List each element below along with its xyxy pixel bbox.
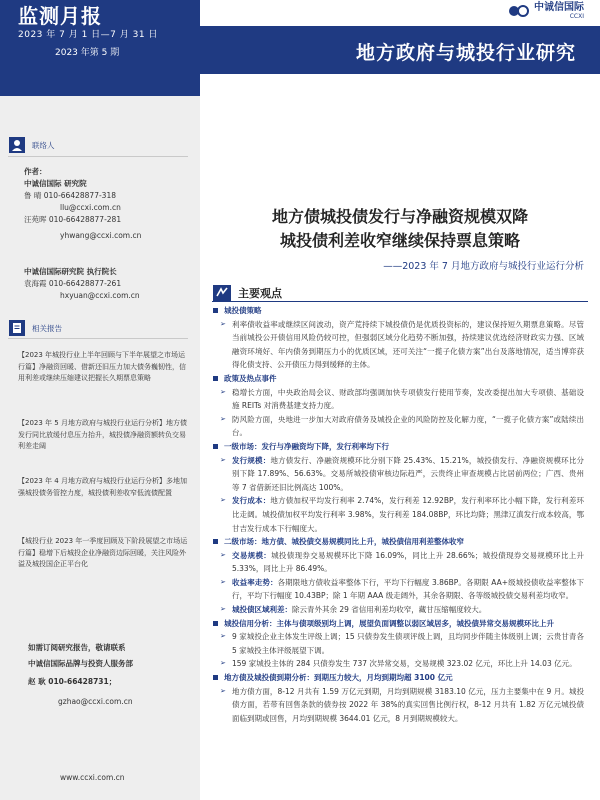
key-points-label: 主要观点 <box>238 287 282 300</box>
paragraph: ➢ 159 家城投主体的 284 只债券发生 737 次异常交易，交易规模 323.02 亿元，环比上升 14.03 亿元。 <box>212 657 590 671</box>
related-report[interactable]: 【城投行业 2023 年一季度回顾及下阶段展望之市场运行篇】稳增下后城投企业净融资边际回暖，关注风险外溢及城投国企正平台化 <box>18 537 188 568</box>
dept-research: 中诚信国际 研究院 <box>24 179 87 188</box>
paragraph: ➢ 利率债收益率或继续区间波动，资产荒持续下城投债仍是优质投资标的，建议保持短久期票息策略。尽管当前城投公开债信用风险仍较可控，但强弱区域分化趋势不断加强，持续建议优选经济财政实力强、区域融资环境好、年内债务到期压力小的优质区域，还可关注“一揽子化债方案”出台及落地情况，适当博弈获得化债支持、公开债压力得到缓释的主体。 <box>212 318 590 372</box>
related-heading <box>8 319 62 337</box>
related-report[interactable]: 【2023 年 5 月地方政府与城投行业运行分析】地方债发行同比放缓付息压力抬升，城投债净融资额转负交易利差走阔 <box>18 419 187 450</box>
logo-name: 中诚信国际 <box>534 1 584 13</box>
contact-line: 袁海霞 010-66428877-261 <box>24 279 122 288</box>
footer-subscribe: 如需订阅研究报告，敬请联系 <box>28 643 126 652</box>
divider <box>8 338 188 339</box>
band-title: 地方政府与城投行业研究 <box>355 42 576 64</box>
report-type-title: 监测月报 <box>18 4 102 28</box>
paragraph-text: 地方债加权平均发行利率 2.74%，发行利差 12.92BP，发行利率环比小幅下降，发行利差环比走阔。城投债加权平均发行利率 3.98%，发行利差 184.08BP，环比均降；黑津辽滇发行成本较高，鄂甘吉发行成本下行幅度大。 <box>232 496 585 533</box>
paragraph-text: 地方债发行、净融资规模环比分别下降 25.43%、15.21%，城投债发行、净融资规模环比分别下降 17.89%、56.63%。交易所城投债审核边际趋严，云贵终止审查规模占比居前两位；广西、贵州等 7 省借新还旧比例高达 100%。 <box>232 455 585 492</box>
section-heading: 一级市场：发行与净融资均下降，发行利率均下行 <box>212 440 590 454</box>
paragraph <box>212 494 590 535</box>
paragraph: ➢ 稳增长方面，中央政治局会议、财政部均强调加快专项债发行使用节奏，发改委提出加大专项债、基础设施 REITs 对消费基建支持力度。 <box>212 386 590 413</box>
key-points-icon <box>212 284 232 302</box>
section-heading: 二级市场：地方债、城投债交易规模同比上升，城投债信用利差整体收窄 <box>212 535 590 549</box>
sidebar <box>0 96 200 800</box>
paragraph <box>212 454 590 495</box>
contact-heading <box>8 136 55 154</box>
company-logo <box>508 0 584 22</box>
contact-line: 汪苑晖 010-66428877-281 <box>24 215 122 224</box>
report-icon <box>8 319 26 337</box>
related-report[interactable]: 【2023 年 4 月地方政府与城投行业运行分析】多地加强城投债务管控力度，城投债利差收窄低流债配置 <box>18 477 187 497</box>
header-left-block <box>0 0 200 96</box>
contact-icon <box>8 136 26 154</box>
contact-email[interactable]: hxyuan@ccxi.com.cn <box>60 291 140 300</box>
website-link[interactable]: www.ccxi.com.cn <box>60 773 125 782</box>
divider <box>8 156 188 157</box>
related-heading-label: 相关报告 <box>32 323 62 333</box>
paragraph <box>212 576 590 603</box>
footer-email[interactable]: gzhao@ccxi.com.cn <box>58 697 133 706</box>
footer-department: 中诚信国际品牌与投资人服务部 <box>28 659 133 668</box>
key-points-divider <box>212 301 588 302</box>
dept-exec: 中诚信国际研究院 执行院长 <box>24 267 117 276</box>
paragraph-label: 发行规模： <box>232 455 271 465</box>
section-heading: 地方债及城投债到期分析：到期压力较大，月均到期均超 3100 亿元 <box>212 671 590 685</box>
header-band <box>200 26 600 74</box>
paragraph <box>212 603 590 617</box>
key-points-heading <box>212 284 282 302</box>
page-subtitle: ——2023 年 7 月地方政府与城投行业运行分析 <box>383 261 584 272</box>
paragraph-label: 收益率走势： <box>232 577 278 587</box>
paragraph-label: 城投债区域利差： <box>232 605 292 615</box>
report-issue: 2023 年第 5 期 <box>55 48 120 58</box>
key-points-body <box>212 304 590 725</box>
page-title-line2: 城投债利差收窄继续保持票息策略 <box>279 231 520 250</box>
main-content <box>200 96 600 800</box>
paragraph-text: 除云青外其余 29 省信用利差均收窄，藏甘压缩幅度较大。 <box>292 605 487 615</box>
contact-heading-label: 联络人 <box>32 140 55 150</box>
footer-contact: 赵 耿 010-66428731； <box>28 677 117 686</box>
paragraph-text: 城投债现券交易规模环比下降 16.09%，同比上升 28.66%；城投债现券交易规模环比上升 5.33%，同比上升 86.49%。 <box>232 550 584 574</box>
related-report[interactable]: 【2023 年城投行业上半年回顾与下半年展望之市场运行篇】净融资回暖、借新还旧压力加大债务巍韧性，信用利差或继续压缩建议把握长久期票息策略 <box>18 351 186 382</box>
contact-email[interactable]: yhwang@ccxi.com.cn <box>60 231 142 240</box>
paragraph: ➢ 地方债方面，8-12 月共有 1.59 万亿元到期，月均到期规模 3183.10 亿元，压力主要集中在 9 月。城投债方面，若带有回售条款的债券按 2022 年 38%的真实回售比例行权，8-12 月共有 1.82 万亿元城投债面临到期或回售，月均到期规模 3644.01 亿元，8 月到期规模较大。 <box>212 685 590 726</box>
contact-line: 鲁 晴 010-66428877-318 <box>24 191 116 200</box>
section-heading: 城投信用分析：主体与债项级别均上调，展望负面调整以弱区域居多，城投债异常交易规模环比上升 <box>212 617 590 631</box>
logo-sub: CCXI <box>569 12 584 20</box>
contact-email[interactable]: llu@ccxi.com.cn <box>60 203 121 212</box>
authors-label: 作者： <box>24 167 47 176</box>
paragraph-label: 交易规模： <box>232 550 272 560</box>
report-period: 2023 年 7 月 1 日—7 月 31 日 <box>18 30 158 40</box>
paragraph-text: 各期限地方债收益率整体下行，平均下行幅度 3.86BP。各期限 AA+级城投债收益率整体下行，平均下行幅度 10.43BP；除 1 年期 AAA 级走阔外，其余各期限、各等级城投债交易利差均收窄。 <box>232 577 585 601</box>
paragraph: ➢ 9 家城投企业主体发生评级上调；15 只债券发生债项评级上调，且均同步伴随主体级别上调；云贵甘青各 5 家城投主体评级展望下调。 <box>212 630 590 657</box>
logo-icon <box>508 2 530 20</box>
paragraph <box>212 549 590 576</box>
paragraph-label: 发行成本： <box>232 496 271 506</box>
section-heading: 政策及热点事件 <box>212 372 590 386</box>
paragraph: ➢ 防风险方面，央地进一步加大对政府债务及城投企业的风险防控及化解力度，“一揽子化债方案”或陆续出台。 <box>212 413 590 440</box>
page-title-line1: 地方债城投债发行与净融资规模双降 <box>271 207 528 226</box>
section-heading: 城投债策略 <box>212 304 590 318</box>
